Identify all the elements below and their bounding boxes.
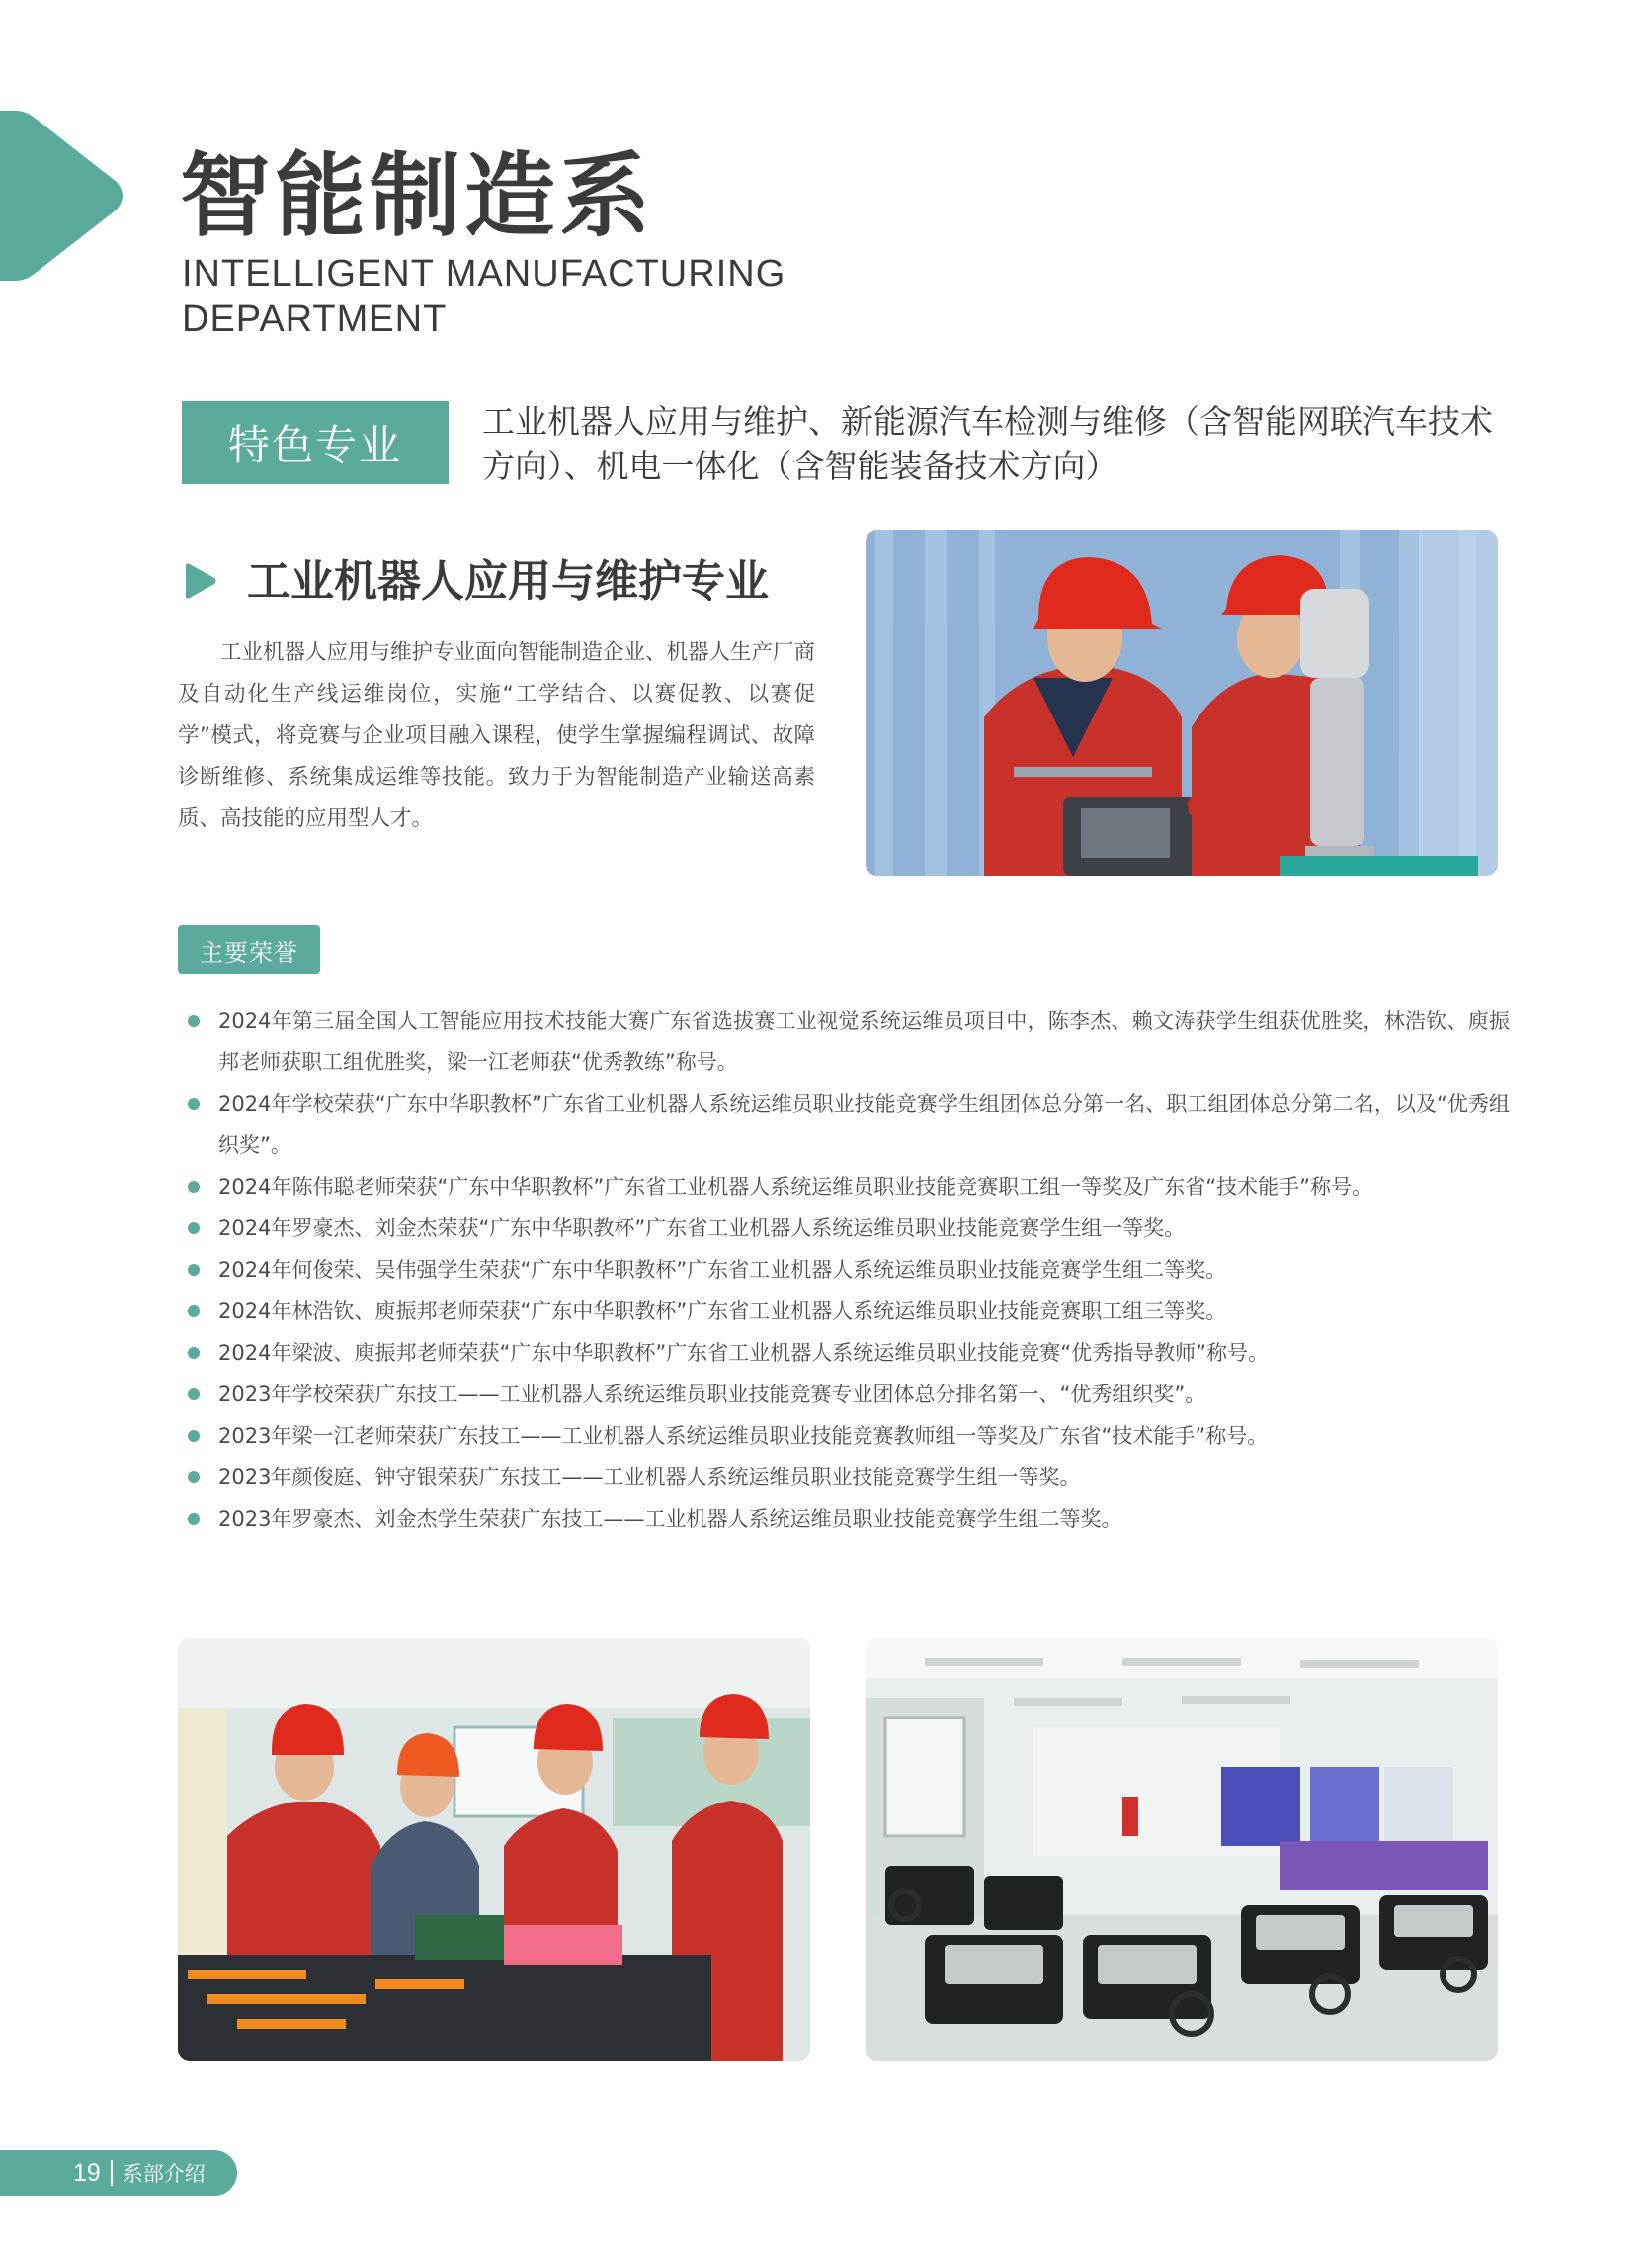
honor-item bbox=[186, 1083, 1510, 1166]
bullet-dot-icon bbox=[188, 1305, 200, 1317]
major-description: 工业机器人应用与维护专业面向智能制造企业、机器人生产厂商及自动化生产线运维岗位，实施“工学结合、以赛促教、以赛促学”模式，将竞赛与企业项目融入课程，使学生掌握编程调试、故障诊断维修、系统集成运维等技能。致力于为智能制造产业输送高素质、高技能的应用型人才。 bbox=[178, 640, 816, 831]
honor-item bbox=[186, 1166, 1510, 1208]
honors-badge: 主要荣誉 bbox=[178, 925, 320, 974]
honor-text: 2024年何俊荣、吴伟强学生荣获“广东中华职教杯”广东省工业机器人系统运维员职业技能竞赛学生组二等奖。 bbox=[218, 1258, 1227, 1282]
honor-item bbox=[186, 1291, 1510, 1332]
bullet-dot-icon bbox=[188, 1181, 200, 1193]
engine-lab-photo bbox=[866, 1638, 1498, 2061]
footer-divider bbox=[111, 2160, 113, 2186]
honor-text: 2023年梁一江老师荣获广东技工——工业机器人系统运维员职业技能竞赛教师组一等奖及广东省“技术能手”称号。 bbox=[218, 1424, 1269, 1448]
honor-item bbox=[186, 1457, 1510, 1498]
featured-majors-text: 工业机器人应用与维护、新能源汽车检测与维修（含智能网联汽车技术方向）、机电一体化（含智能装备技术方向） bbox=[482, 402, 1493, 485]
bullet-dot-icon bbox=[188, 1098, 200, 1110]
honor-item bbox=[186, 1249, 1510, 1291]
bullet-dot-icon bbox=[188, 1471, 200, 1483]
bullet-dot-icon bbox=[188, 1430, 200, 1442]
bullet-dot-icon bbox=[188, 1388, 200, 1400]
honor-text: 2024年陈伟聪老师荣获“广东中华职教杯”广东省工业机器人系统运维员职业技能竞赛职工组一等奖及广东省“技术能手”称号。 bbox=[218, 1175, 1372, 1199]
honor-item bbox=[186, 1000, 1510, 1083]
honor-item bbox=[186, 1332, 1510, 1374]
bullet-dot-icon bbox=[188, 1264, 200, 1276]
honor-item bbox=[186, 1415, 1510, 1457]
honor-text: 2024年学校荣获“广东中华职教杯”广东省工业机器人系统运维员职业技能竞赛学生组团体总分第一名、职工组团体总分第二名，以及“优秀组织奖”。 bbox=[218, 1092, 1510, 1157]
section-arrow-icon bbox=[184, 562, 217, 600]
honor-item bbox=[186, 1498, 1510, 1540]
major-title: 工业机器人应用与维护专业 bbox=[247, 556, 769, 607]
honor-text: 2024年梁波、庾振邦老师荣获“广东中华职教杯”广东省工业机器人系统运维员职业技能竞赛“优秀指导教师”称号。 bbox=[218, 1341, 1269, 1365]
bullet-dot-icon bbox=[188, 1015, 200, 1027]
honors-list bbox=[186, 1000, 1510, 1540]
page-subtitle-english: INTELLIGENT MANUFACTURING DEPARTMENT bbox=[182, 253, 786, 340]
corner-arrow-decoration bbox=[0, 111, 128, 281]
robot-training-photo bbox=[866, 530, 1498, 876]
ev-training-photo bbox=[178, 1638, 810, 2061]
honor-text: 2024年第三届全国人工智能应用技术技能大赛广东省选拔赛工业视觉系统运维员项目中，陈李杰、赖文涛获学生组获优胜奖，林浩钦、庾振邦老师获职工组优胜奖，梁一江老师获“优秀教练”称号。 bbox=[218, 1009, 1510, 1074]
bullet-dot-icon bbox=[188, 1347, 200, 1359]
honor-text: 2023年学校荣获广东技工——工业机器人系统运维员职业技能竞赛专业团体总分排名第一、“优秀组织奖”。 bbox=[218, 1383, 1206, 1406]
page-footer-tab bbox=[0, 2150, 237, 2196]
page-title: 智能制造系 bbox=[180, 143, 655, 249]
honor-text: 2023年罗豪杰、刘金杰学生荣获广东技工——工业机器人系统运维员职业技能竞赛学生组二等奖。 bbox=[218, 1507, 1122, 1531]
honor-item bbox=[186, 1208, 1510, 1249]
footer-section-label: 系部介绍 bbox=[122, 2162, 206, 2186]
bullet-dot-icon bbox=[188, 1513, 200, 1525]
bullet-dot-icon bbox=[188, 1222, 200, 1234]
honor-text: 2024年林浩钦、庾振邦老师荣获“广东中华职教杯”广东省工业机器人系统运维员职业技能竞赛职工组三等奖。 bbox=[218, 1300, 1227, 1323]
page-number: 19 bbox=[73, 2158, 101, 2187]
honor-item bbox=[186, 1374, 1510, 1415]
featured-majors-badge: 特色专业 bbox=[182, 401, 449, 484]
honor-text: 2023年颜俊庭、钟守银荣获广东技工——工业机器人系统运维员职业技能竞赛学生组一等奖。 bbox=[218, 1466, 1081, 1489]
honor-text: 2024年罗豪杰、刘金杰荣获“广东中华职教杯”广东省工业机器人系统运维员职业技能竞赛学生组一等奖。 bbox=[218, 1216, 1186, 1240]
